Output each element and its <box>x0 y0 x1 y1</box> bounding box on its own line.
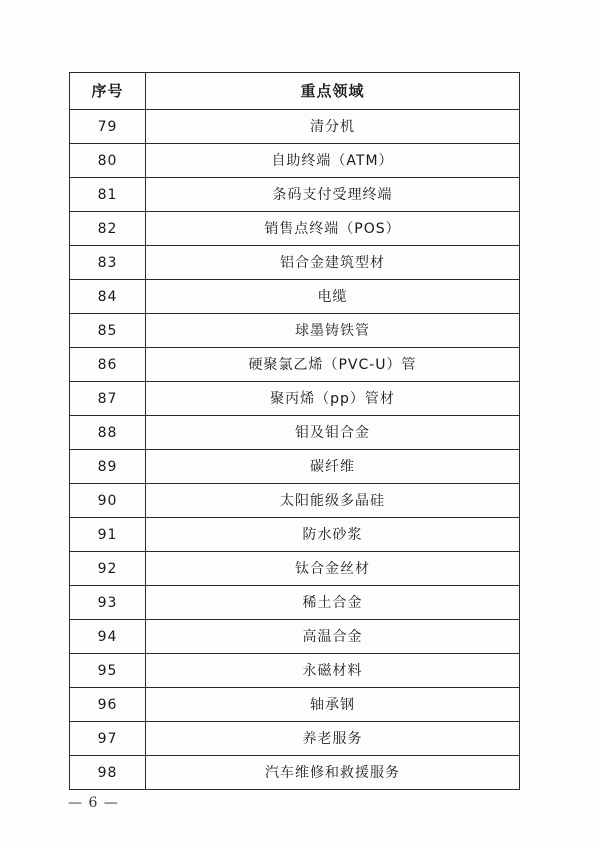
table-row <box>70 518 520 552</box>
row-field: 养老服务 <box>146 722 520 756</box>
table-row <box>70 348 520 382</box>
row-number: 86 <box>70 348 146 382</box>
row-number: 95 <box>70 654 146 688</box>
page-number: — 6 — <box>68 795 119 811</box>
row-field: 永磁材料 <box>146 654 520 688</box>
table-row <box>70 144 520 178</box>
row-field: 聚丙烯（pp）管材 <box>146 382 520 416</box>
table-row <box>70 450 520 484</box>
table-row <box>70 552 520 586</box>
row-number: 81 <box>70 178 146 212</box>
row-field: 钼及钼合金 <box>146 416 520 450</box>
row-field: 防水砂浆 <box>146 518 520 552</box>
row-number: 88 <box>70 416 146 450</box>
row-number: 83 <box>70 246 146 280</box>
row-field: 碳纤维 <box>146 450 520 484</box>
row-number: 84 <box>70 280 146 314</box>
row-field: 钛合金丝材 <box>146 552 520 586</box>
table-row <box>70 246 520 280</box>
row-field: 太阳能级多晶硅 <box>146 484 520 518</box>
table-row <box>70 722 520 756</box>
table-header-row <box>70 73 520 110</box>
row-field: 硬聚氯乙烯（PVC-U）管 <box>146 348 520 382</box>
table-row <box>70 654 520 688</box>
row-number: 85 <box>70 314 146 348</box>
row-number: 79 <box>70 110 146 144</box>
row-field: 稀土合金 <box>146 586 520 620</box>
row-number: 97 <box>70 722 146 756</box>
row-field: 球墨铸铁管 <box>146 314 520 348</box>
row-number: 80 <box>70 144 146 178</box>
row-field: 条码支付受理终端 <box>146 178 520 212</box>
row-number: 92 <box>70 552 146 586</box>
row-number: 87 <box>70 382 146 416</box>
row-field: 汽车维修和救援服务 <box>146 756 520 790</box>
row-field: 铝合金建筑型材 <box>146 246 520 280</box>
table-row <box>70 314 520 348</box>
key-areas-table <box>69 72 520 790</box>
table-row <box>70 586 520 620</box>
row-field: 销售点终端（POS） <box>146 212 520 246</box>
header-field: 重点领域 <box>146 73 520 110</box>
row-field: 高温合金 <box>146 620 520 654</box>
header-number: 序号 <box>70 73 146 110</box>
table-row <box>70 416 520 450</box>
row-number: 98 <box>70 756 146 790</box>
row-field: 自助终端（ATM） <box>146 144 520 178</box>
row-number: 96 <box>70 688 146 722</box>
row-number: 91 <box>70 518 146 552</box>
table-row <box>70 382 520 416</box>
table-row <box>70 280 520 314</box>
table-row <box>70 178 520 212</box>
table-row <box>70 212 520 246</box>
table-row <box>70 620 520 654</box>
row-number: 90 <box>70 484 146 518</box>
row-number: 93 <box>70 586 146 620</box>
row-number: 89 <box>70 450 146 484</box>
table-row <box>70 756 520 790</box>
row-number: 82 <box>70 212 146 246</box>
table-row <box>70 484 520 518</box>
row-field: 清分机 <box>146 110 520 144</box>
row-number: 94 <box>70 620 146 654</box>
table-row <box>70 110 520 144</box>
row-field: 电缆 <box>146 280 520 314</box>
row-field: 轴承钢 <box>146 688 520 722</box>
table-row <box>70 688 520 722</box>
table-body <box>70 110 520 790</box>
